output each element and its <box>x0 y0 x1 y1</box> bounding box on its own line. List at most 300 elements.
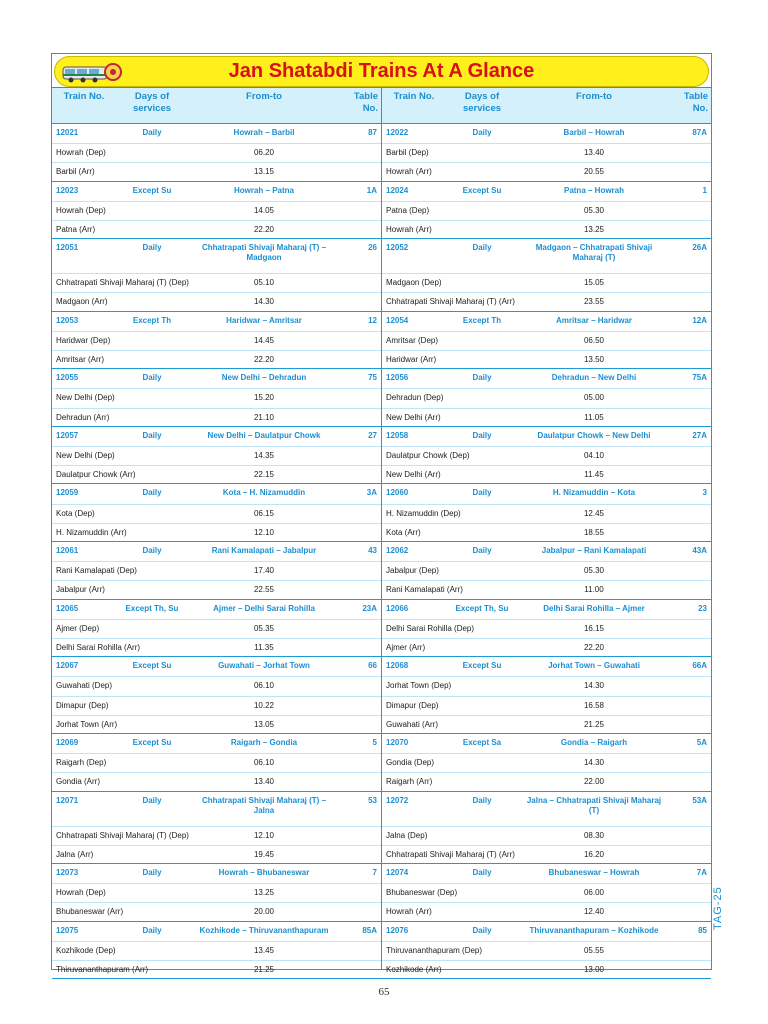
train-right-column <box>382 239 711 310</box>
station-name: Amritsar (Dep) <box>386 335 439 345</box>
route: Patna – Howrah <box>563 185 624 195</box>
table-number: 5A <box>696 738 707 747</box>
row-separator <box>382 523 711 524</box>
train-number: 12060 <box>386 488 409 498</box>
station-name: Kota (Arr) <box>386 527 421 537</box>
time: 11.45 <box>584 470 604 480</box>
header-table-no: Table No. <box>353 91 378 114</box>
train-right-column <box>382 182 711 239</box>
route: Chhatrapati Shivaji Maharaj (T) – Madgaon <box>201 243 327 263</box>
row-separator <box>382 580 711 581</box>
table-number: 27 <box>368 430 377 440</box>
days-of-service: Daily <box>472 546 492 555</box>
train-pair-block <box>52 182 711 240</box>
train-pair-block <box>52 600 711 658</box>
days-of-service: Daily <box>472 243 492 253</box>
train-left-column <box>52 792 381 863</box>
station-name: H. Nizamuddin (Dep) <box>386 508 461 518</box>
station-name: Chhatrapati Shivaji Maharaj (T) (Dep) <box>56 278 189 288</box>
station-name: Daulatpur Chowk (Arr) <box>56 470 136 480</box>
time: 13.40 <box>253 777 275 787</box>
time: 13.00 <box>583 964 605 974</box>
station-name: Howrah (Arr) <box>386 224 432 234</box>
table-number: 87A <box>692 128 707 137</box>
table-number: 66 <box>368 661 377 671</box>
row-separator <box>382 408 711 409</box>
train-number: 12070 <box>386 738 409 747</box>
row-separator <box>382 941 711 942</box>
row-separator <box>382 826 711 827</box>
row-separator <box>382 465 711 466</box>
station-name: New Delhi (Arr) <box>386 412 441 422</box>
station-name: Thiruvananthapuram (Dep) <box>386 945 483 955</box>
header-days: Days of services <box>462 91 502 114</box>
time: 13.40 <box>583 148 605 158</box>
route: Kota – H. Nizamuddin <box>222 488 306 498</box>
time: 22.20 <box>253 224 275 234</box>
station-name: Jorhat Town (Arr) <box>56 719 118 729</box>
days-of-service: Daily <box>142 925 162 935</box>
train-left-column <box>52 124 381 181</box>
row-separator <box>52 638 381 639</box>
train-number: 12052 <box>386 243 409 253</box>
station-name: Kozhikode (Dep) <box>56 945 116 955</box>
train-number: 12022 <box>386 128 409 137</box>
row-separator <box>382 676 711 677</box>
row-separator <box>382 561 711 562</box>
station-name: New Delhi (Arr) <box>386 470 441 480</box>
station-name: New Delhi (Dep) <box>56 450 115 460</box>
time: 19.45 <box>253 849 275 859</box>
station-name: Raigarh (Arr) <box>386 777 433 787</box>
time: 12.40 <box>583 907 605 917</box>
days-of-service: Except Th <box>132 315 172 325</box>
train-right-column <box>382 312 711 369</box>
route: Daulatpur Chowk – New Delhi <box>537 430 651 440</box>
row-separator <box>382 143 711 144</box>
time: 11.05 <box>584 412 604 422</box>
row-separator <box>52 845 381 846</box>
row-separator <box>52 883 381 884</box>
table-number: 12A <box>692 315 707 325</box>
table-number: 75A <box>692 373 707 383</box>
row-separator <box>52 580 381 581</box>
table-number: 53A <box>692 795 707 805</box>
table-number: 53 <box>368 795 377 805</box>
row-separator <box>382 350 711 351</box>
table-number: 27A <box>692 430 707 440</box>
station-name: Jalna (Dep) <box>386 830 428 840</box>
train-number: 12067 <box>56 661 79 671</box>
train-number: 12071 <box>56 795 79 805</box>
time: 04.10 <box>583 450 605 460</box>
train-left-column <box>52 864 381 921</box>
time: 23.55 <box>583 297 605 307</box>
time: 05.10 <box>253 278 275 288</box>
time: 06.15 <box>253 508 275 518</box>
days-of-service: Except Su <box>462 661 502 671</box>
train-left-column <box>52 657 381 733</box>
route: Jalna – Chhatrapati Shivaji Maharaj (T) <box>526 795 662 815</box>
row-separator <box>52 350 381 351</box>
table-number: 85A <box>362 925 377 935</box>
station-name: Howrah (Dep) <box>56 888 106 898</box>
station-name: Delhi Sarai Rohilla (Dep) <box>386 623 475 633</box>
row-separator <box>382 845 711 846</box>
table-number: 66A <box>692 661 707 671</box>
days-of-service: Daily <box>472 488 492 498</box>
route: Howrah – Bhubaneswar <box>218 868 310 877</box>
station-name: Howrah (Arr) <box>386 907 432 917</box>
route: Madgaon – Chhatrapati Shivaji Maharaj (T) <box>535 243 653 263</box>
title-bar <box>54 56 709 87</box>
route: Kozhikode – Thiruvananthapuram <box>199 925 329 935</box>
train-left-column <box>52 542 381 599</box>
time: 14.30 <box>253 297 275 307</box>
time: 13.45 <box>253 945 275 955</box>
route: Haridwar – Amritsar <box>226 315 302 325</box>
row-separator <box>382 220 711 221</box>
table-number: 23A <box>362 603 377 613</box>
row-separator <box>382 446 711 447</box>
train-right-column <box>382 734 711 791</box>
train-right-column <box>382 657 711 733</box>
station-name: Kota (Dep) <box>56 508 95 518</box>
station-name: Howrah (Dep) <box>56 205 106 215</box>
train-pair-block <box>52 427 711 485</box>
days-of-service: Daily <box>142 373 162 383</box>
station-name: Dehradun (Dep) <box>386 393 444 403</box>
row-separator <box>52 753 381 754</box>
station-name: Jabalpur (Arr) <box>56 585 105 595</box>
time: 12.10 <box>253 830 275 840</box>
row-separator <box>52 292 381 293</box>
row-separator <box>382 619 711 620</box>
time: 17.40 <box>253 566 275 576</box>
table-number: 5 <box>372 738 377 747</box>
table-number: 85 <box>698 925 707 935</box>
row-separator <box>382 772 711 773</box>
train-right-column <box>382 922 711 979</box>
station-name: Madgaon (Arr) <box>56 297 108 307</box>
days-of-service: Daily <box>142 488 162 498</box>
route: Howrah – Patna <box>233 185 294 195</box>
row-separator <box>52 143 381 144</box>
route: Ajmer – Delhi Sarai Rohilla <box>213 603 315 613</box>
route: Guwahati – Jorhat Town <box>218 661 310 671</box>
train-number: 12062 <box>386 546 409 555</box>
route: H. Nizamuddin – Kota <box>552 488 636 498</box>
row-separator <box>52 201 381 202</box>
time: 05.35 <box>253 623 275 633</box>
table-number: 7A <box>696 868 707 877</box>
row-separator <box>52 408 381 409</box>
row-separator <box>52 561 381 562</box>
row-separator <box>52 772 381 773</box>
time: 15.20 <box>253 393 275 403</box>
station-name: Dimapur (Dep) <box>56 700 109 710</box>
row-separator <box>382 696 711 697</box>
train-left-column <box>52 734 381 791</box>
train-number: 12023 <box>56 185 79 195</box>
row-separator <box>382 201 711 202</box>
header-from-to: From-to <box>576 91 612 102</box>
side-tag: TAG-25 <box>712 886 724 930</box>
station-name: Bhubaneswar (Arr) <box>56 907 124 917</box>
train-number: 12075 <box>56 925 79 935</box>
days-of-service: Except Su <box>132 738 172 747</box>
train-left-column <box>52 922 381 979</box>
row-separator <box>52 676 381 677</box>
train-pair-block <box>52 484 711 542</box>
time: 22.20 <box>583 642 605 652</box>
table-number: 87 <box>368 128 377 137</box>
station-name: Barbil (Dep) <box>386 148 429 158</box>
table-number: 12 <box>368 315 377 325</box>
train-right-column <box>382 600 711 657</box>
train-pair-block <box>52 864 711 922</box>
time: 13.15 <box>253 167 275 177</box>
train-pair-block <box>52 657 711 734</box>
time: 06.20 <box>253 148 275 158</box>
station-name: Chhatrapati Shivaji Maharaj (T) (Arr) <box>386 297 515 307</box>
time: 16.58 <box>583 700 605 710</box>
days-of-service: Daily <box>142 128 162 137</box>
row-separator <box>382 331 711 332</box>
train-pair-block <box>52 312 711 370</box>
time: 05.00 <box>583 393 605 403</box>
time: 18.55 <box>583 527 605 537</box>
train-left-column <box>52 600 381 657</box>
days-of-service: Daily <box>142 546 162 555</box>
row-separator <box>382 883 711 884</box>
table-number: 1A <box>366 185 377 195</box>
train-left-column <box>52 484 381 541</box>
header-train-no: Train No. <box>393 91 435 102</box>
time: 13.25 <box>583 224 605 234</box>
station-name: Guwahati (Dep) <box>56 681 113 691</box>
time: 22.15 <box>253 470 275 480</box>
route: Barbil – Howrah <box>563 128 625 137</box>
route: Rani Kamalapati – Jabalpur <box>211 546 317 555</box>
row-separator <box>382 638 711 639</box>
station-name: Jabalpur (Dep) <box>386 566 439 576</box>
train-number: 12054 <box>386 315 409 325</box>
row-separator <box>382 273 711 274</box>
row-separator <box>382 504 711 505</box>
row-separator <box>382 753 711 754</box>
station-name: Howrah (Dep) <box>56 148 106 158</box>
route: Chhatrapati Shivaji Maharaj (T) – Jalna <box>201 795 327 815</box>
time: 21.25 <box>583 719 605 729</box>
days-of-service: Daily <box>142 430 162 440</box>
train-right-column <box>382 427 711 484</box>
table-number: 75 <box>368 373 377 383</box>
station-name: Barbil (Arr) <box>56 167 95 177</box>
row-separator <box>52 465 381 466</box>
train-number: 12068 <box>386 661 409 671</box>
station-name: Guwahati (Arr) <box>386 719 439 729</box>
route: Jorhat Town – Guwahati <box>548 661 640 671</box>
station-name: Delhi Sarai Rohilla (Arr) <box>56 642 141 652</box>
time: 21.10 <box>253 412 275 422</box>
table-number: 3 <box>702 488 707 498</box>
days-of-service: Except Th, Su <box>125 603 179 613</box>
station-name: Chhatrapati Shivaji Maharaj (T) (Dep) <box>56 830 189 840</box>
table-number: 7 <box>372 868 377 877</box>
row-separator <box>52 696 381 697</box>
row-separator <box>382 960 711 961</box>
time: 06.10 <box>253 681 275 691</box>
row-separator <box>52 220 381 221</box>
train-number: 12074 <box>386 868 409 877</box>
train-left-column <box>52 239 381 310</box>
station-name: Bhubaneswar (Dep) <box>386 888 458 898</box>
train-right-column <box>382 792 711 863</box>
train-number: 12057 <box>56 430 79 440</box>
table-number: 26A <box>692 243 707 253</box>
row-separator <box>382 715 711 716</box>
time: 14.30 <box>583 681 605 691</box>
route: Delhi Sarai Rohilla – Ajmer <box>543 603 645 613</box>
train-pair-block <box>52 922 711 980</box>
route: Howrah – Barbil <box>233 128 295 137</box>
time: 05.30 <box>583 566 605 576</box>
days-of-service: Daily <box>472 868 492 877</box>
station-name: Gondia (Arr) <box>56 777 101 787</box>
time: 06.00 <box>583 888 605 898</box>
table-number: 43 <box>368 546 377 555</box>
train-number: 12076 <box>386 925 409 935</box>
days-of-service: Daily <box>472 925 492 935</box>
train-number: 12024 <box>386 185 409 195</box>
time: 11.00 <box>584 585 604 595</box>
station-name: Rani Kamalapati (Dep) <box>56 566 137 576</box>
header-days: Days of services <box>132 91 172 114</box>
row-separator <box>52 941 381 942</box>
route: New Delhi – Dehradun <box>221 373 307 383</box>
time: 22.00 <box>583 777 605 787</box>
row-separator <box>52 446 381 447</box>
route: Dehradun – New Delhi <box>551 373 637 383</box>
row-separator <box>52 960 381 961</box>
table-number: 3A <box>366 488 377 498</box>
station-name: Patna (Dep) <box>386 205 430 215</box>
time: 08.30 <box>583 830 605 840</box>
page-number: 65 <box>378 986 390 998</box>
time: 20.00 <box>253 907 275 917</box>
days-of-service: Except Sa <box>462 738 502 747</box>
station-name: Raigarh (Dep) <box>56 758 107 768</box>
train-pair-block <box>52 124 711 182</box>
train-pair-block <box>52 792 711 864</box>
train-right-column <box>382 484 711 541</box>
days-of-service: Daily <box>472 373 492 383</box>
row-separator <box>52 331 381 332</box>
time: 12.45 <box>583 508 605 518</box>
row-separator <box>52 715 381 716</box>
train-number: 12053 <box>56 315 79 325</box>
train-right-column <box>382 124 711 181</box>
time: 15.05 <box>583 278 605 288</box>
train-pair-block <box>52 542 711 600</box>
train-number: 12066 <box>386 603 409 613</box>
days-of-service: Except Th <box>462 315 502 325</box>
time: 16.15 <box>583 623 605 633</box>
train-number: 12065 <box>56 603 79 613</box>
time: 20.55 <box>583 167 605 177</box>
header-table-no: Table No. <box>683 91 708 114</box>
row-separator <box>52 162 381 163</box>
time: 22.20 <box>253 354 275 364</box>
row-separator <box>382 162 711 163</box>
train-left-column <box>52 369 381 426</box>
time: 16.20 <box>583 849 605 859</box>
station-name: Chhatrapati Shivaji Maharaj (T) (Arr) <box>386 849 515 859</box>
row-separator <box>52 902 381 903</box>
time: 13.05 <box>253 719 275 729</box>
time: 22.55 <box>253 585 275 595</box>
train-left-column <box>52 182 381 239</box>
row-separator <box>52 826 381 827</box>
station-name: Haridwar (Dep) <box>56 335 111 345</box>
route: Gondia – Raigarh <box>560 738 628 747</box>
time: 10.22 <box>253 700 275 710</box>
route: Thiruvananthapuram – Kozhikode <box>529 925 659 935</box>
time: 14.35 <box>253 450 275 460</box>
time: 12.10 <box>253 527 275 537</box>
train-number: 12073 <box>56 868 79 877</box>
days-of-service: Daily <box>142 243 162 253</box>
station-name: Haridwar (Arr) <box>386 354 437 364</box>
train-number: 12059 <box>56 488 79 498</box>
days-of-service: Except Su <box>132 185 172 195</box>
station-name: Jorhat Town (Dep) <box>386 681 452 691</box>
days-of-service: Daily <box>472 430 492 440</box>
station-name: Ajmer (Dep) <box>56 623 100 633</box>
row-separator <box>52 504 381 505</box>
header-from-to: From-to <box>246 91 282 102</box>
station-name: Gondia (Dep) <box>386 758 435 768</box>
row-separator <box>52 273 381 274</box>
time: 21.25 <box>253 964 275 974</box>
days-of-service: Daily <box>472 795 492 805</box>
row-separator <box>52 388 381 389</box>
station-name: Dehradun (Arr) <box>56 412 110 422</box>
station-name: New Delhi (Dep) <box>56 393 115 403</box>
time: 14.30 <box>583 758 605 768</box>
train-number: 12058 <box>386 430 409 440</box>
time: 06.10 <box>253 758 275 768</box>
train-left-column <box>52 427 381 484</box>
time: 14.45 <box>253 335 275 345</box>
route: Bhubaneswar – Howrah <box>548 868 640 877</box>
train-pair-block <box>52 369 711 427</box>
station-name: Kozhikode (Arr) <box>386 964 442 974</box>
header-train-no: Train No. <box>63 91 105 102</box>
time: 13.50 <box>583 354 605 364</box>
timetable-frame <box>51 53 712 974</box>
days-of-service: Except Th, Su <box>455 603 509 613</box>
station-name: Thiruvananthapuram (Arr) <box>56 964 149 974</box>
table-number: 26 <box>368 243 377 253</box>
time: 05.55 <box>583 945 605 955</box>
station-name: Daulatpur Chowk (Dep) <box>386 450 470 460</box>
train-number: 12069 <box>56 738 79 747</box>
train-left-column <box>52 312 381 369</box>
row-separator <box>52 523 381 524</box>
table-number: 23 <box>698 603 707 613</box>
